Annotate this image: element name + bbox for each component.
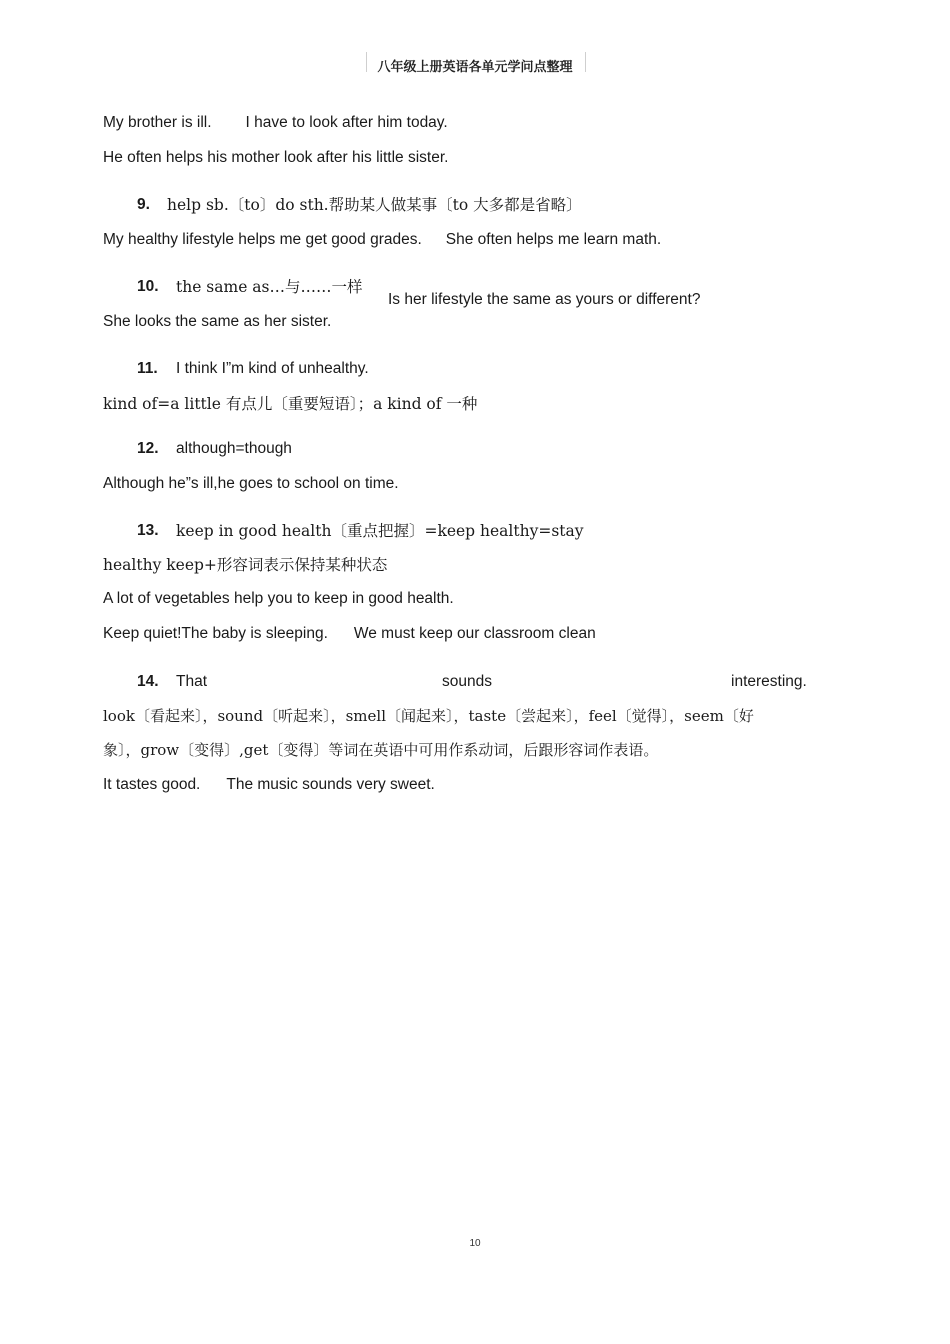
text-line: kind of=a little 有点儿〔重要短语〕；a kind of 一种 xyxy=(103,395,478,413)
text-line: 象〕，grow〔变得〕,get〔变得〕等词在英语中可用作系动词，后跟形容词作表语。 xyxy=(103,741,659,759)
sentence: My healthy lifestyle helps me get good grades. xyxy=(103,231,422,248)
sentence: My brother is ill. xyxy=(103,114,212,131)
sentence: Keep quiet!The baby is sleeping. xyxy=(103,625,328,642)
item-heading: help sb.〔to〕do sth.帮助某人做某事〔to 大多都是省略〕 xyxy=(167,196,582,214)
item-number: 9. xyxy=(137,196,150,213)
sentence: We must keep our classroom clean xyxy=(353,625,596,642)
text-line xyxy=(103,230,661,250)
item-heading-word: That xyxy=(176,673,208,690)
item-number: 13. xyxy=(137,522,159,539)
item-heading: I think I”m kind of unhealthy. xyxy=(176,360,369,377)
item-heading: the same as…与……一样 xyxy=(176,278,363,296)
item-number: 12. xyxy=(137,440,159,457)
page-number: 10 xyxy=(469,1238,481,1249)
text-line: Is her lifestyle the same as yours or different? xyxy=(388,291,701,308)
sentence: She often helps me learn math. xyxy=(445,231,662,248)
text-line xyxy=(103,624,596,644)
item-heading: keep in good health〔重点把握〕=keep healthy=stay xyxy=(176,522,584,540)
text-line: healthy keep+形容词表示保持某种状态 xyxy=(103,556,388,574)
text-line: He often helps his mother look after his little sister. xyxy=(103,149,449,166)
text-line: She looks the same as her sister. xyxy=(103,313,332,330)
sentence: It tastes good. xyxy=(103,776,201,793)
text-line xyxy=(103,775,435,795)
item-heading-word: sounds xyxy=(442,673,492,690)
sentence: I have to look after him today. xyxy=(245,114,448,131)
page-header-title: 八年级上册英语各单元学问点整理 xyxy=(377,60,573,75)
text-line: A lot of vegetables help you to keep in good health. xyxy=(103,590,454,607)
text-line: Although he”s ill,he goes to school on time. xyxy=(103,475,399,492)
text-line xyxy=(103,113,448,133)
item-number: 10. xyxy=(137,278,159,295)
item-number: 14. xyxy=(137,673,159,690)
item-heading: although=though xyxy=(176,440,292,457)
sentence: The music sounds very sweet. xyxy=(226,776,435,793)
item-number: 11. xyxy=(137,360,158,377)
item-heading-word: interesting. xyxy=(731,673,807,690)
text-line: look〔看起来〕，sound〔听起来〕，smell〔闻起来〕，taste〔尝起来〕，feel〔觉得〕，seem〔好 xyxy=(103,707,754,725)
